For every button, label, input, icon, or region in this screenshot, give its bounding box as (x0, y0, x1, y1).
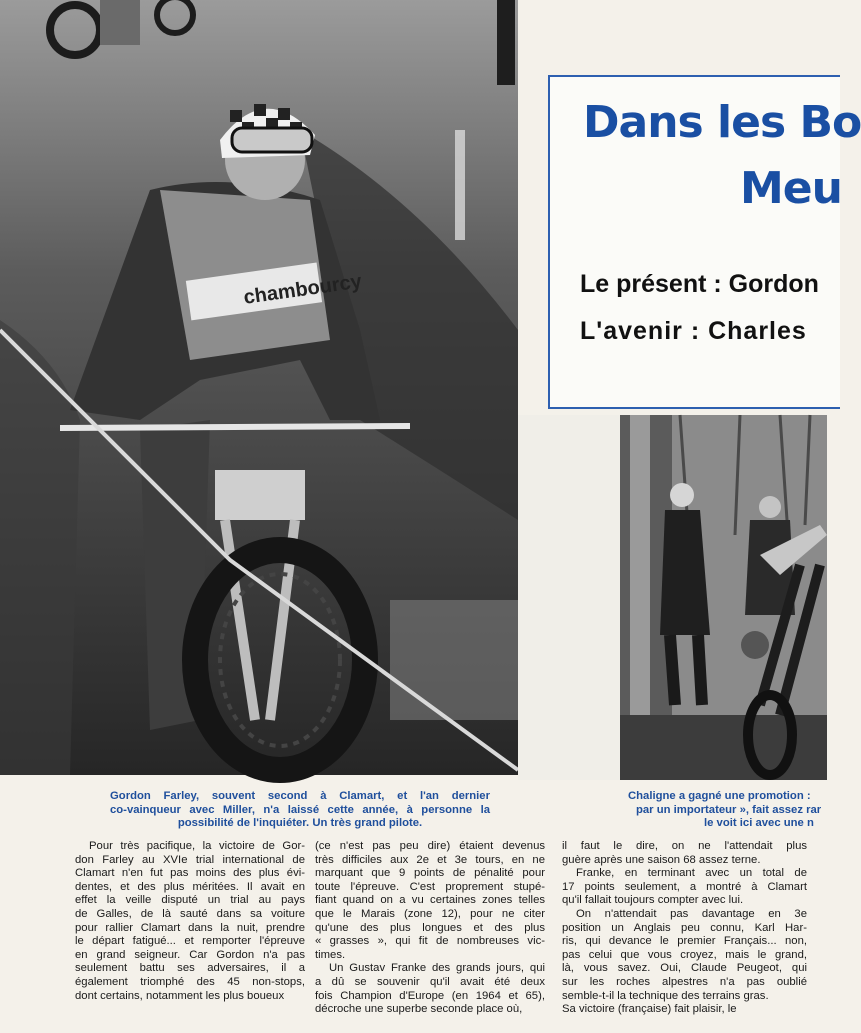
subhead-future: L'avenir : Charles (580, 317, 807, 345)
article-line: toute l'épreuve. C'est proprement stupé- (315, 880, 545, 893)
article-line: pour rallier Clamart dans la nuit, prendre (75, 921, 305, 934)
article-line: 17 points seulement, a montré à Clamart (562, 880, 807, 893)
article-line: en grand seigneur. Car Gordon n'a pas (75, 948, 305, 961)
article-line: de Galles, de là sauté dans sa voiture (75, 907, 305, 920)
article-line: (ce n'est pas peu dire) étaient devenus (315, 840, 545, 852)
article-line: fiant quand on a vu certaines zones telles (315, 894, 545, 907)
article-line: sur les roches alpestres n'a pas oublié (562, 975, 807, 988)
article-line: qu'il fallait toujours compter avec lui. (562, 894, 744, 907)
article-line: semble-t-il la technique des terrains gras. (562, 989, 769, 1002)
article-line: Franke, en terminant avec un total de (576, 867, 807, 880)
article-line: le départ fatigué... et remporter l'épreuve (75, 935, 305, 948)
article-line: Pour très pacifique, la victoire de Gor- (89, 840, 305, 852)
article-line: il faut le dire, on ne l'attendait plus (562, 840, 807, 852)
article-line: marquant que 9 points de pénalité pour (315, 867, 545, 880)
article-line: a dû se souvenir qu'il avait été deux (315, 975, 545, 988)
article-line: fois Champion d'Europe (en 1964 et 65), (315, 989, 545, 1002)
article-line: dont certains, notamment les plus boueux (75, 989, 285, 1002)
caption-line: co-vainqueur avec Miller, n'a laissé cette année, à personne la (110, 803, 490, 816)
caption-line: par un importateur », fait assez rar (636, 803, 822, 816)
article-column-2 (315, 840, 545, 1017)
article-line: décroche une superbe seconde place où, (315, 1003, 523, 1016)
article-column-3 (562, 840, 807, 1017)
article-line: seulement battu ses adversaires, il a (75, 962, 305, 975)
article-column-1 (75, 840, 305, 1003)
headline-line-1: Dans les Bo (583, 97, 861, 148)
caption-line: possibilité de l'inquiéter. Un très grand pilote. (177, 817, 423, 829)
headline-line-2: Meu (740, 163, 842, 214)
main-photo (0, 0, 518, 775)
spectators-illustration (620, 415, 827, 780)
title-frame (548, 75, 861, 409)
article-line: Un Gustav Franke des grands jours, qui (329, 962, 545, 975)
caption-line: le voit ici avec une n (704, 817, 814, 829)
article-line: Clamart n'en fut pas moins des plus évi- (75, 867, 305, 880)
article-line: dentes, et des plus méritées. Il avait en (75, 880, 305, 893)
article-line: là, vous savez. Oui, Claude Peugeot, qui (562, 962, 807, 975)
subhead-present: Le présent : Gordon (580, 270, 819, 298)
bib-text: chambourcy (242, 270, 364, 309)
article-line: effet la veille disputé un trial au pays (75, 894, 305, 907)
article-line: On n'attendait pas davantage en 3e (576, 907, 807, 920)
article-line: très difficiles aux 2e et 3e tours, en ne (315, 853, 545, 866)
article-line: pas celui que vous croyez, mais le grand, (562, 948, 807, 961)
side-photo (620, 415, 827, 780)
side-photo-caption (628, 790, 828, 831)
article-line: « grasses », qui fit de nombreuses vic- (315, 935, 545, 948)
article-line: également triomphé des 45 non-stops, (75, 975, 305, 988)
rider-illustration (0, 0, 518, 775)
article-line: Sa victoire (française) fait plaisir, le (562, 1003, 737, 1016)
article-line: qu'une des plus longues et des plus (315, 921, 545, 934)
bleed-through-strip (518, 415, 620, 780)
article-line: guère après une saison 68 assez terne. (562, 853, 761, 866)
main-photo-caption (110, 790, 490, 831)
article-line: position un Anglais peu connu, Karl Har- (562, 921, 807, 934)
caption-line: Gordon Farley, souvent second à Clamart, et l'an dernier (110, 790, 490, 802)
article-line: don Farley au XVIe trial international de (75, 853, 305, 866)
article-line: que le Marais (zone 12), pour ne citer (315, 907, 545, 920)
article-line: times. (315, 948, 346, 961)
article-line: ris, qui devance le premier Français... non, (562, 935, 807, 948)
caption-line: Chaligne a gagné une promotion : (628, 790, 811, 802)
